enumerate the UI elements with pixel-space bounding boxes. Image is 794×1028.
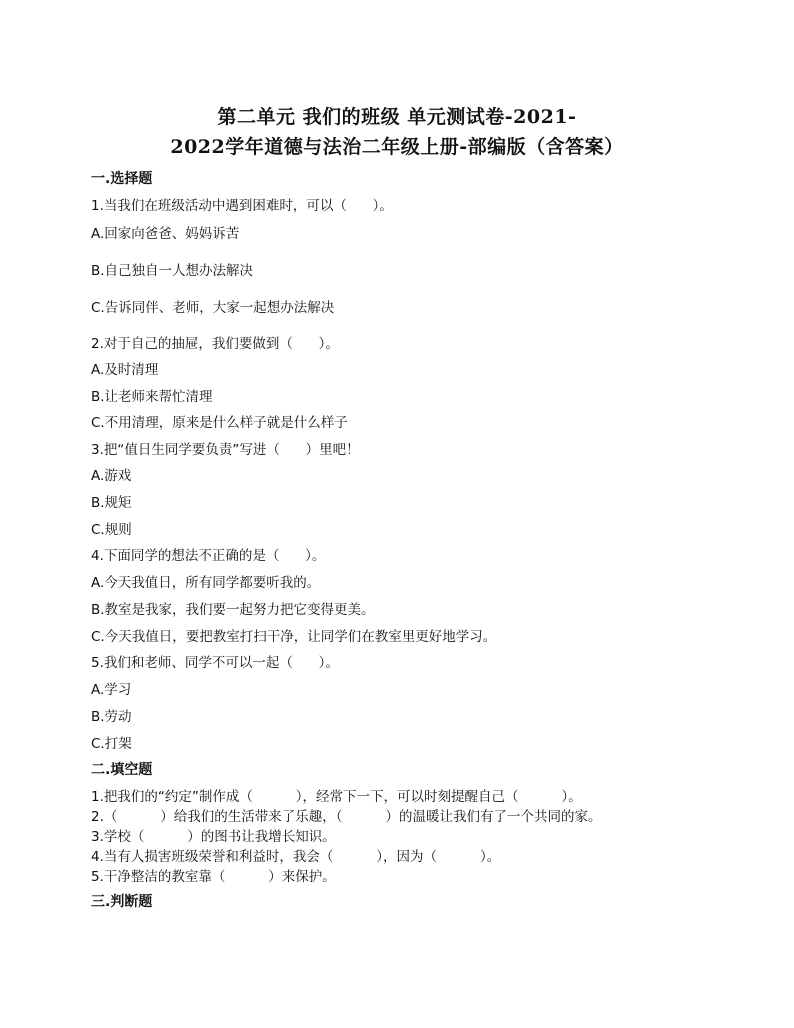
option-1a: A.回家向爸爸、妈妈诉苦 bbox=[91, 226, 240, 242]
option-5c: C.打架 bbox=[91, 736, 132, 752]
option-4c: C.今天我值日，要把教室打扫干净，让同学们在教室里更好地学习。 bbox=[91, 629, 497, 645]
document-title-line-1: 第二单元 我们的班级 单元测试卷-2021- bbox=[217, 106, 577, 128]
fill-question-3: 3.学校（ ）的图书让我增长知识。 bbox=[91, 829, 336, 845]
fill-question-1: 1.把我们的“约定”制作成（ ），经常下一下，可以时刻提醒自己（ ）。 bbox=[91, 789, 582, 805]
document-title-line-2: 2022学年道德与法治二年级上册-部编版（含答案） bbox=[170, 136, 624, 158]
option-5a: A.学习 bbox=[91, 682, 132, 698]
option-2a: A.及时清理 bbox=[91, 362, 159, 378]
fill-question-2: 2.（ ）给我们的生活带来了乐趣，（ ）的温暖让我们有了一个共同的家。 bbox=[91, 809, 602, 825]
option-2b: B.让老师来帮忙清理 bbox=[91, 389, 213, 405]
option-2c: C.不用清理，原来是什么样子就是什么样子 bbox=[91, 415, 348, 431]
fill-question-4: 4.当有人损害班级荣誉和利益时，我会（ ），因为（ ）。 bbox=[91, 849, 501, 865]
question-3: 3.把“值日生同学要负责”写进（ ）里吧！ bbox=[91, 442, 360, 458]
section-heading-judge: 三.判断题 bbox=[91, 894, 153, 910]
option-3b: B.规矩 bbox=[91, 495, 132, 511]
option-1b: B.自己独自一人想办法解决 bbox=[91, 263, 254, 279]
question-5: 5.我们和老师、同学不可以一起（ ）。 bbox=[91, 655, 339, 671]
question-2: 2.对于自己的抽屉，我们要做到（ ）。 bbox=[91, 336, 339, 352]
question-4: 4.下面同学的想法不正确的是（ ）。 bbox=[91, 548, 326, 564]
question-1: 1.当我们在班级活动中遇到困难时，可以（ ）。 bbox=[91, 198, 393, 214]
section-heading-fill: 二.填空题 bbox=[91, 762, 153, 778]
section-heading-choice: 一.选择题 bbox=[91, 171, 153, 187]
option-3a: A.游戏 bbox=[91, 468, 132, 484]
option-4a: A.今天我值日，所有同学都要听我的。 bbox=[91, 575, 321, 591]
fill-question-5: 5.干净整洁的教室靠（ ）来保护。 bbox=[91, 869, 336, 885]
option-3c: C.规则 bbox=[91, 522, 132, 538]
option-1c: C.告诉同伴、老师，大家一起想办法解决 bbox=[91, 300, 335, 316]
option-4b: B.教室是我家，我们要一起努力把它变得更美。 bbox=[91, 602, 375, 618]
option-5b: B.劳动 bbox=[91, 709, 132, 725]
